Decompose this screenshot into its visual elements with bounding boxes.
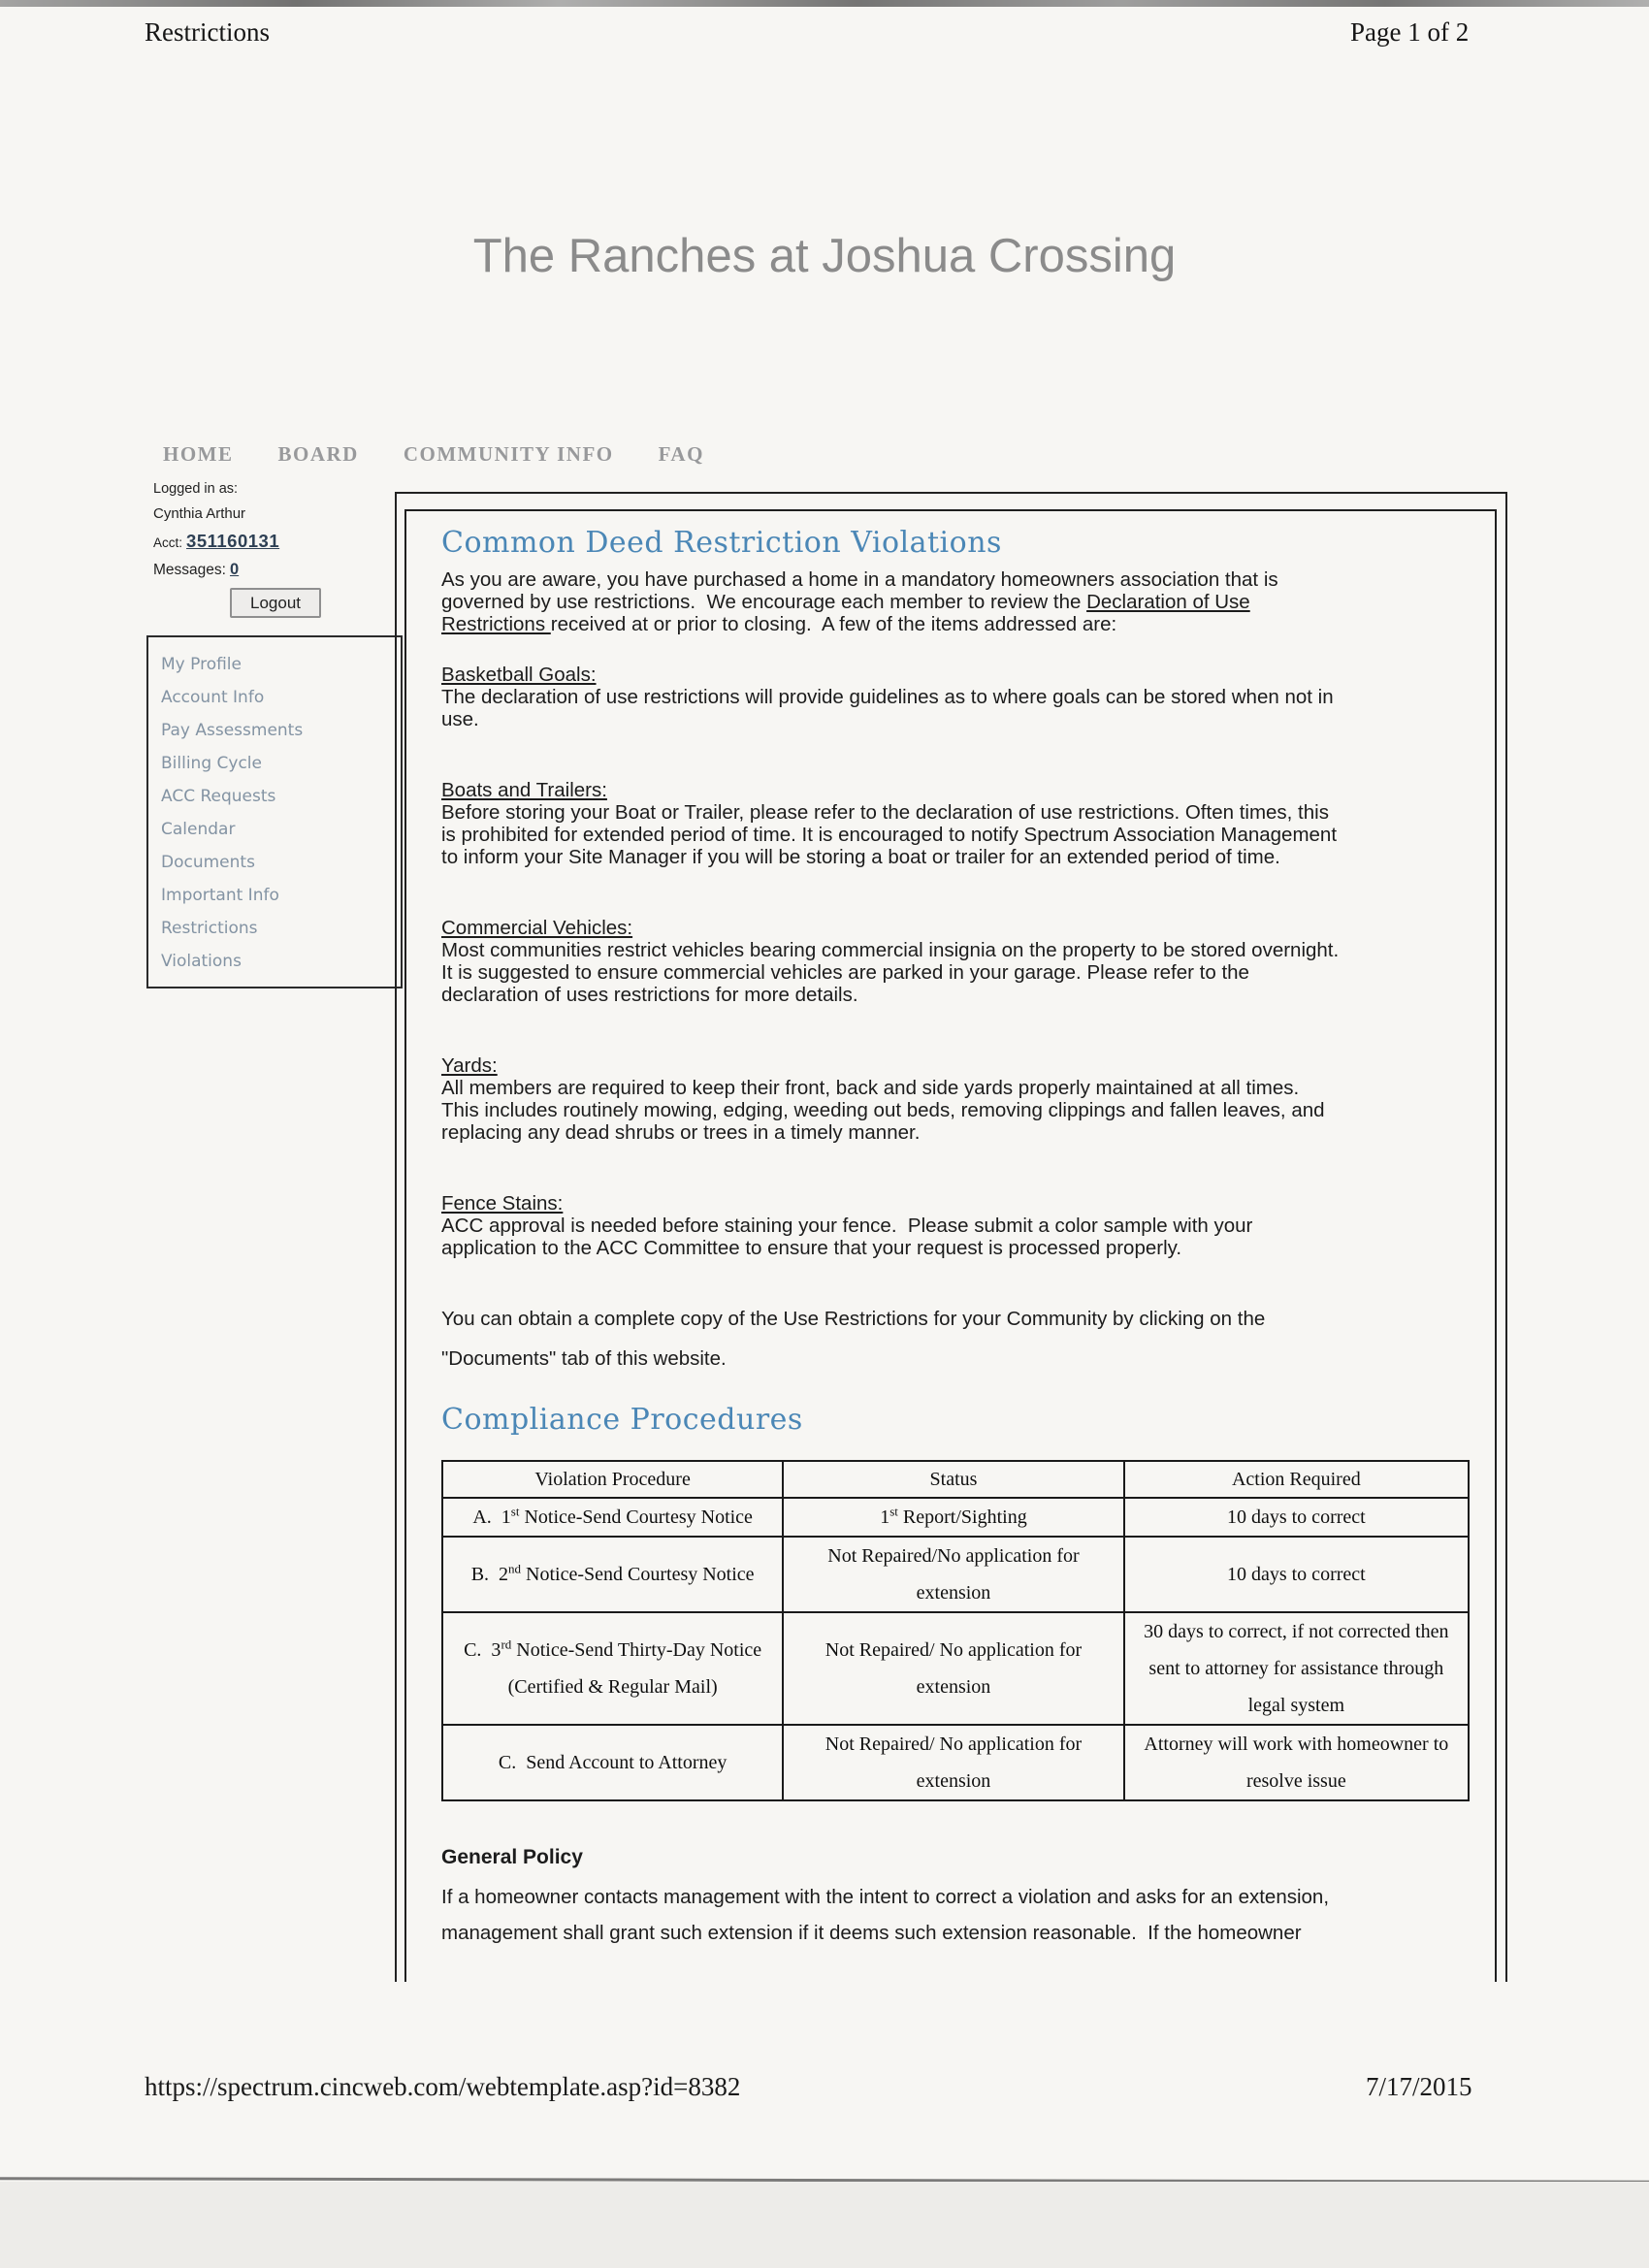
table-row xyxy=(442,1537,1469,1612)
logout-button[interactable]: Logout xyxy=(230,588,321,618)
section-body-line: use. xyxy=(441,708,479,730)
declaration-link-part-1[interactable]: Declaration of Use xyxy=(1086,591,1250,613)
messages-label: Messages: xyxy=(153,562,226,578)
section-body-line: It is suggested to ensure commercial vehicles are parked in your garage. Please refer to the xyxy=(441,961,1249,984)
section-body-line: Before storing your Boat or Trailer, please refer to the declaration of use restrictions. Often times, this xyxy=(441,801,1329,824)
cell-status: Not Repaired/No application for extension xyxy=(783,1537,1123,1612)
cell-procedure: C. Send Account to Attorney xyxy=(442,1725,783,1800)
cell-procedure: B. 2nd Notice-Send Courtesy Notice xyxy=(442,1537,783,1612)
section-body-line: declaration of uses restrictions for more details. xyxy=(441,984,858,1006)
sidebar-item-pay-assessments[interactable]: Pay Assessments xyxy=(161,721,304,740)
section-body-line: The declaration of use restrictions will provide guidelines as to where goals can be stored when not in xyxy=(441,686,1334,708)
general-policy-body xyxy=(441,1879,1470,1951)
nav-item-faq[interactable]: FAQ xyxy=(658,442,704,466)
table-header-action-required: Action Required xyxy=(1124,1461,1469,1498)
section-commercial-vehicles xyxy=(441,917,1470,1006)
section-title: Basketball Goals: xyxy=(441,664,597,686)
compliance-heading: Compliance Procedures xyxy=(441,1403,803,1437)
sidebar-item-acc-requests[interactable]: ACC Requests xyxy=(161,787,276,806)
documents-note-line: "Documents" tab of this website. xyxy=(441,1347,727,1370)
section-fence-stains xyxy=(441,1192,1470,1259)
sidebar-item-billing-cycle[interactable]: Billing Cycle xyxy=(161,754,262,773)
cell-status: Not Repaired/ No application for extension xyxy=(783,1725,1123,1800)
site-title: The Ranches at Joshua Crossing xyxy=(472,230,1177,282)
page-heading: Common Deed Restriction Violations xyxy=(441,526,1002,560)
cell-action: 30 days to correct, if not corrected then sent to attorney for assistance through legal system xyxy=(1124,1612,1469,1725)
section-boats-and-trailers xyxy=(441,779,1470,868)
sidebar-item-restrictions[interactable]: Restrictions xyxy=(161,919,258,938)
logged-in-label: Logged in as: xyxy=(153,481,239,497)
table-row xyxy=(442,1725,1469,1800)
documents-note-line: You can obtain a complete copy of the Use Restrictions for your Community by clicking on the xyxy=(441,1308,1266,1330)
declaration-link-part-2[interactable]: Restrictions xyxy=(441,613,551,635)
section-body-line: to inform your Site Manager if you will be storing a boat or trailer for an extended period of time. xyxy=(441,846,1280,868)
sidebar-item-important-info[interactable]: Important Info xyxy=(161,886,279,905)
nav-item-community-info[interactable]: COMMUNITY INFO xyxy=(403,442,614,466)
main-nav xyxy=(163,442,704,467)
cell-procedure: A. 1st Notice-Send Courtesy Notice xyxy=(442,1498,783,1537)
documents-note xyxy=(441,1308,1470,1370)
intro-line-1: As you are aware, you have purchased a home in a mandatory homeowners association that is xyxy=(441,568,1278,591)
section-body-line: application to the ACC Committee to ensure that your request is processed properly. xyxy=(441,1237,1182,1259)
sidebar-item-calendar[interactable]: Calendar xyxy=(161,820,236,839)
nav-item-board[interactable]: BOARD xyxy=(277,442,359,466)
section-body-line: is prohibited for extended period of time. It is encouraged to notify Spectrum Association Management xyxy=(441,824,1338,846)
section-title: Fence Stains: xyxy=(441,1192,564,1215)
sidebar-item-documents[interactable]: Documents xyxy=(161,853,255,872)
section-title: Yards: xyxy=(441,1054,498,1077)
general-policy-body-line: management shall grant such extension if it deems such extension reasonable. If the homeowner xyxy=(441,1922,1302,1944)
table-header-status: Status xyxy=(783,1461,1123,1498)
section-title: Commercial Vehicles: xyxy=(441,917,633,939)
print-header-title: Restrictions xyxy=(145,17,270,47)
sidebar-user-info xyxy=(153,481,396,618)
section-body-line: This includes routinely mowing, edging, weeding out beds, removing clippings and fallen leaves, and xyxy=(441,1099,1325,1121)
section-body xyxy=(441,801,1470,868)
user-name: Cynthia Arthur xyxy=(153,505,246,522)
table-header-row xyxy=(442,1461,1469,1498)
cell-status: 1st Report/Sighting xyxy=(783,1498,1123,1537)
intro-paragraph xyxy=(441,568,1470,635)
section-body-line: All members are required to keep their front, back and side yards properly maintained at all times. xyxy=(441,1077,1300,1099)
sidebar-item-violations[interactable]: Violations xyxy=(161,952,242,971)
sidebar-item-account-info[interactable]: Account Info xyxy=(161,688,265,707)
section-title: Boats and Trailers: xyxy=(441,779,607,801)
cell-action: 10 days to correct xyxy=(1124,1537,1469,1612)
general-policy-title: General Policy xyxy=(441,1846,583,1868)
section-basketball-goals xyxy=(441,664,1470,730)
cell-action: 10 days to correct xyxy=(1124,1498,1469,1537)
sidebar-item-my-profile[interactable]: My Profile xyxy=(161,655,242,674)
section-body-line: ACC approval is needed before staining your fence. Please submit a color sample with your xyxy=(441,1215,1253,1237)
general-policy-body-line: If a homeowner contacts management with the intent to correct a violation and asks for an extension, xyxy=(441,1886,1330,1908)
section-body xyxy=(441,1077,1470,1144)
intro-line-2: governed by use restrictions. We encourage each member to review the xyxy=(441,591,1087,613)
messages-count-link[interactable]: 0 xyxy=(229,561,240,578)
scan-artifact-top xyxy=(0,0,1649,7)
content-outer-frame xyxy=(395,492,1507,1982)
compliance-table xyxy=(441,1460,1470,1801)
table-row xyxy=(442,1498,1469,1537)
section-body-line: Most communities restrict vehicles bearing commercial insignia on the property to be stored overnight. xyxy=(441,939,1340,961)
footer-date: 7/17/2015 xyxy=(1366,2072,1472,2101)
acct-number-link[interactable]: 351160131 xyxy=(186,531,280,551)
sidebar-menu xyxy=(146,635,403,988)
acct-label: Acct: xyxy=(153,535,183,550)
section-body xyxy=(441,1215,1470,1259)
table-row xyxy=(442,1612,1469,1725)
content-inner-frame xyxy=(404,509,1497,1982)
scan-artifact-bottom-shade xyxy=(0,2182,1649,2268)
section-body xyxy=(441,686,1470,730)
cell-status: Not Repaired/ No application for extension xyxy=(783,1612,1123,1725)
cell-action: Attorney will work with homeowner to resolve issue xyxy=(1124,1725,1469,1800)
section-body xyxy=(441,939,1470,1006)
cell-procedure: C. 3rd Notice-Send Thirty-Day Notice (Certified & Regular Mail) xyxy=(442,1612,783,1725)
print-page-number: Page 1 of 2 xyxy=(1350,17,1470,47)
intro-line-3: received at or prior to closing. A few of the items addressed are: xyxy=(550,613,1117,635)
section-yards xyxy=(441,1054,1470,1144)
nav-item-home[interactable]: HOME xyxy=(163,442,234,466)
section-body-line: replacing any dead shrubs or trees in a timely manner. xyxy=(441,1121,921,1144)
footer-url: https://spectrum.cincweb.com/webtemplate.asp?id=8382 xyxy=(145,2072,741,2101)
table-header-violation-procedure: Violation Procedure xyxy=(442,1461,783,1498)
